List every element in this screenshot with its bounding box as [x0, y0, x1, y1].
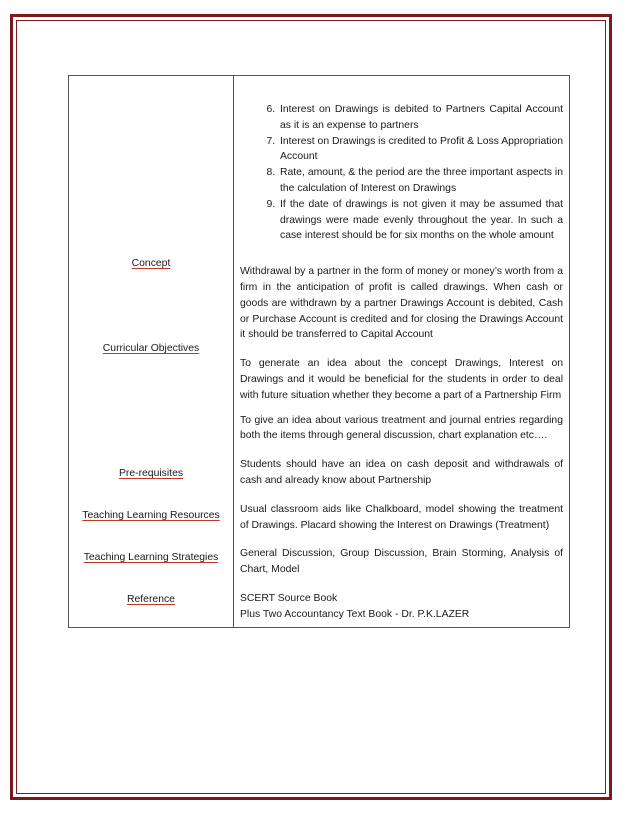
list-item: 9. If the date of drawings is not given it may be assumed that drawings were made evenly throughout the year. In such a case interest should be for six months on the whole amount	[278, 197, 563, 244]
content-column	[234, 76, 570, 628]
objectives-text-1: To generate an idea about the concept Drawings, Interest on Drawings and it would be beneficial for the students in order to deal with future situation whether they become a part of a Partnership Firm	[240, 358, 563, 401]
strategies-text: General Discussion, Group Discussion, Brain Storming, Analysis of Chart, Model	[240, 548, 563, 576]
reference-line-2: Plus Two Accountancy Text Book - Dr. P.K.LAZER	[240, 608, 470, 620]
reference-line-1: SCERT Source Book	[240, 592, 338, 604]
points-list	[240, 102, 563, 244]
teaching-learning-resources-label: Teaching Learning Resources	[82, 510, 220, 521]
concept-label: Concept	[131, 258, 171, 269]
resources-text: Usual classroom aids like Chalkboard, model showing the treatment of Drawings. Placard showing the Interest on Drawings (Treatment)	[240, 503, 563, 531]
labels-column	[69, 76, 234, 628]
list-item: 8. Rate, amount, & the period are the three important aspects in the calculation of Interest on Drawings	[278, 165, 563, 197]
list-item: 6. Interest on Drawings is debited to Partners Capital Account as it is an expense to partners	[278, 102, 563, 134]
pre-requisites-label: Pre-requisites	[118, 468, 184, 479]
reference-label: Reference	[127, 594, 175, 605]
list-item: 7. Interest on Drawings is credited to Profit & Loss Appropriation Account	[278, 134, 563, 166]
table-row	[69, 76, 570, 628]
pre-requisites-text: Students should have an idea on cash deposit and withdrawals of cash and already know about Partnership	[240, 459, 563, 486]
curricular-objectives-label: Curricular Objectives	[102, 343, 200, 354]
teaching-learning-strategies-label: Teaching Learning Strategies	[83, 552, 219, 563]
concept-text: Withdrawal by a partner in the form of money or money’s worth from a firm in the anticipation of profit is called drawings. When cash or goods are withdrawn by a partner Drawings Account is debited, Cash or Purchase Account is credited and for closing the Drawings Account it should be transferred to Capital Account	[240, 266, 563, 341]
objectives-text-2: To give an idea about various treatment and journal entries regarding both the items through general discussion, chart explanation etc….	[240, 414, 563, 442]
lesson-plan-table	[68, 75, 570, 628]
